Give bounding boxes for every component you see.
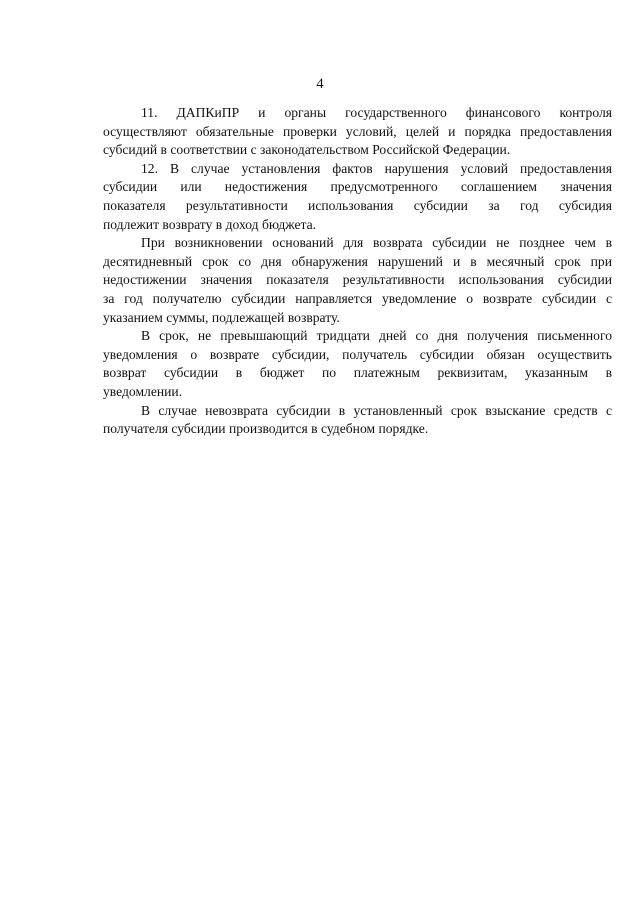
text-line: В случае невозврата субсидии в установленный срок взыскание средств с — [141, 402, 612, 418]
paragraph-12 — [103, 160, 612, 234]
paragraph-return-term — [103, 327, 612, 401]
text-line: субсидий в соответствии с законодательством Российской Федерации. — [103, 142, 511, 158]
text-line: за год получателю субсидии направляется уведомление о возврате субсидии с — [103, 290, 612, 306]
text-line: недостижении значения показателя результативности использования субсидии — [103, 272, 612, 288]
text-line: 12. В случае установления фактов нарушения условий предоставления — [141, 160, 612, 176]
text-line: показателя результативности использования субсидии за год субсидия — [103, 197, 612, 213]
text-line: подлежит возврату в доход бюджета. — [103, 216, 317, 232]
text-line: десятидневный срок со дня обнаружения нарушений и в месячный срок при — [103, 253, 612, 269]
page-number: 4 — [316, 76, 324, 92]
paragraph-court-recovery — [103, 402, 612, 439]
text-line: 11. ДАПКиПР и органы государственного финансового контроля — [141, 105, 612, 120]
text-line: При возникновении оснований для возврата субсидии не позднее чем в — [141, 235, 612, 251]
paragraph-return-notice — [103, 234, 612, 327]
text-line: указанием суммы, подлежащей возврату. — [103, 309, 340, 325]
text-line: субсидии или недостижения предусмотренного соглашением значения — [103, 179, 612, 195]
paragraph-11 — [103, 104, 612, 160]
document-body — [103, 104, 612, 439]
text-line: возврат субсидии в бюджет по платежным реквизитам, указанным в — [103, 365, 612, 381]
text-line: В срок, не превышающий тридцати дней со дня получения письменного — [141, 328, 612, 344]
text-line: получателя субсидии производится в судебном порядке. — [103, 421, 429, 437]
text-line: уведомлении. — [103, 383, 183, 399]
text-line: осуществляют обязательные проверки условий, целей и порядка предоставления — [103, 123, 612, 139]
text-line: уведомления о возврате субсидии, получатель субсидии обязан осуществить — [103, 346, 612, 362]
